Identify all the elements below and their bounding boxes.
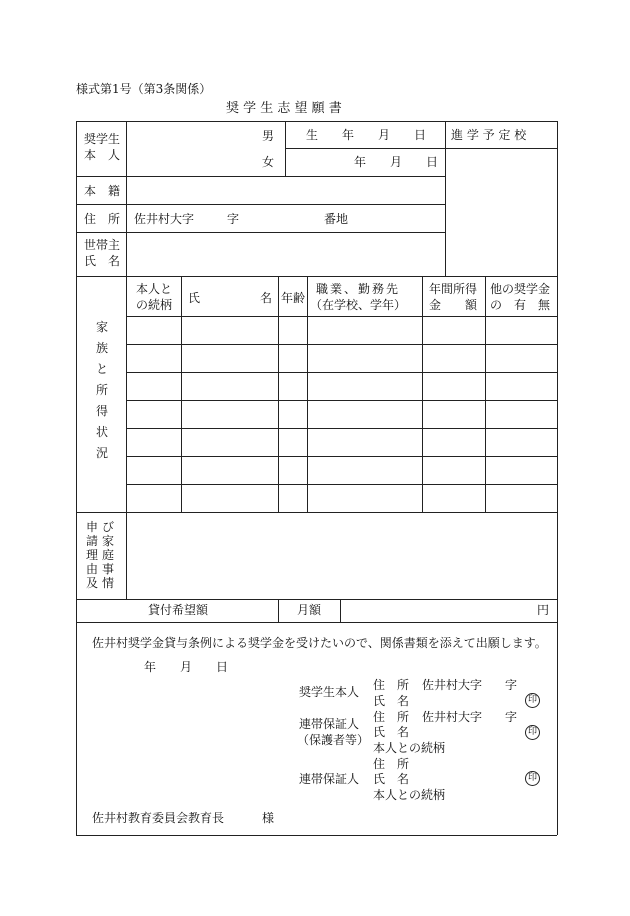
col-relation-2: の続柄 [136,298,173,312]
col-job-1: 職業、勤務先 [316,282,401,296]
signer-guarantor1-label: 連帯保証人 [299,717,360,731]
birth-date-field[interactable]: 年 月 日 [354,155,439,169]
householder-label-1: 世帯主 [84,238,121,252]
loan-label: 貸付希望額 [148,603,209,617]
householder-field[interactable] [127,233,444,275]
address-banchi: 番地 [324,212,349,226]
guarantor2-seal-icon: 印 [525,771,540,786]
family-side-label: 家 族 と 所 得 状 況 [95,320,108,460]
addressee-sama: 様 [262,811,275,825]
student-address-aza: 字 [505,678,518,692]
applicant-label-2: 本 人 [84,148,121,162]
loan-monthly-label: 月額 [297,603,322,617]
householder-label-2: 氏 名 [84,254,121,268]
guarantor1-address-label: 住 所 [373,710,410,724]
gender-female[interactable]: 女 [262,155,275,169]
reason-label-col2: び 家 庭 事 情 [101,520,114,590]
student-seal-icon: 印 [525,693,540,708]
signer-guarantor2-label: 連帯保証人 [299,772,360,786]
student-address-label: 住 所 [373,678,410,692]
address-aza: 字 [227,212,240,226]
col-age: 年齢 [281,291,306,305]
page-title: 奨 学 生 志 望 願 書 [226,101,342,116]
reason-label-col1: 申 請 理 由 及 [85,520,98,590]
applicant-name-field[interactable] [127,122,257,175]
domicile-field[interactable] [127,177,444,203]
guarantor1-address-village: 佐井村大字 [422,710,483,724]
reason-field[interactable] [127,513,556,598]
col-income-2: 金 額 [429,298,478,312]
declaration-text: 佐井村奨学金貸与条例による奨学金を受けたいので、関係書類を添えて出願します。 [92,636,547,650]
col-income-1: 年間所得 [429,282,478,296]
gender-male[interactable]: 男 [262,129,275,143]
guarantor2-name-label: 氏 名 [373,772,410,786]
guarantor1-seal-icon: 印 [525,725,540,740]
guarantor2-relation-label: 本人との続柄 [373,788,446,802]
declaration-date[interactable]: 年 月 日 [144,660,229,674]
col-other-1: 他の奨学金 [490,282,551,296]
guarantor2-address-label: 住 所 [373,757,410,771]
school-label: 進 学 予 定 校 [451,128,527,142]
school-field[interactable] [446,149,556,275]
guarantor1-relation-label: 本人との続柄 [373,741,446,755]
signer-guarantor1-sub: （保護者等） [297,733,370,747]
student-name-label: 氏 名 [373,694,410,708]
address-village: 佐井村大字 [134,212,195,226]
applicant-label-1: 奨学生 [84,132,121,146]
col-other-2: の 有 無 [490,298,551,312]
guarantor1-name-label: 氏 名 [373,725,410,739]
address-label: 住 所 [84,212,121,226]
birth-date-label: 生 年 月 日 [306,128,427,142]
loan-yen: 円 [537,603,550,617]
domicile-label: 本 籍 [84,184,121,198]
col-relation-1: 本人と [136,282,173,296]
col-job-2: （在学校、学年） [310,298,407,312]
signer-student-label: 奨学生本人 [299,685,360,699]
guarantor1-address-aza: 字 [505,710,518,724]
student-address-village: 佐井村大字 [422,678,483,692]
addressee: 佐井村教育委員会教育長 [92,811,225,825]
form-reference: 様式第1号（第3条関係） [76,82,212,96]
loan-amount-field[interactable] [341,600,531,621]
col-name: 氏 名 [188,291,273,305]
